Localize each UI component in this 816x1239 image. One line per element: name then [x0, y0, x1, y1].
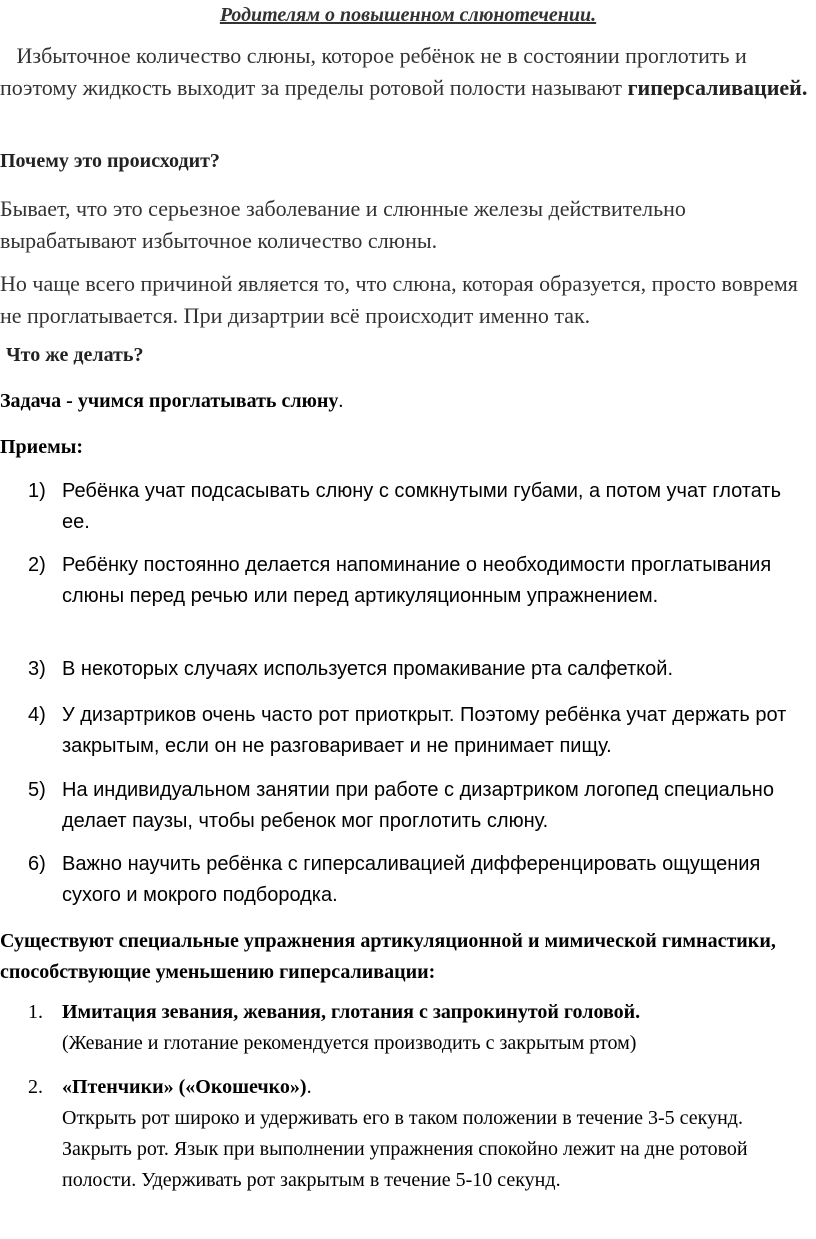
exercise-text: [62, 1072, 812, 1196]
exercise-title: Имитация зевания, жевания, глотания с запрокинутой головой.: [62, 1001, 641, 1023]
list-item: [28, 654, 812, 685]
list-item: [28, 775, 812, 837]
list-item-text: Ребёнка учат подсасывать слюну с сомкнутыми губами, а потом учат глотать ее.: [62, 480, 781, 533]
why-paragraph-2: Но чаще всего причиной является то, что слюна, которая образуется, просто вовремя не проглатывается. При дизартрии всё происходит именно так.: [0, 271, 798, 328]
exercise-title-end: .: [306, 1076, 312, 1098]
exercises-heading: Существуют специальные упражнения артикуляционной и мимической гимнастики, способствующие уменьшению гиперсаливации:: [0, 930, 776, 983]
list-item-number: 1): [28, 480, 46, 502]
intro-paragraph: [0, 40, 812, 104]
why-heading: Почему это происходит?: [0, 150, 220, 172]
why-paragraph-1: Бывает, что это серьезное заболевание и слюнные железы действительно вырабатывают избыточное количество слюны.: [0, 196, 686, 253]
intro-term: гиперсаливацией.: [627, 75, 808, 100]
list-item: [28, 700, 812, 762]
list-item-number: 2): [28, 554, 46, 576]
list-item-text: У дизартриков очень часто рот приоткрыт. Поэтому ребёнка учат держать рот закрытым, если он не разговаривает и не принимает пищу.: [62, 704, 787, 757]
exercise-title: «Птенчики» («Окошечко»): [62, 1076, 307, 1098]
list-item-text: Ребёнку постоянно делается напоминание о необходимости проглатывания слюны перед речью или перед артикуляционным упражнением.: [62, 554, 772, 607]
list-item-number: 5): [28, 779, 46, 801]
task-bold: Задача - учимся проглатывать слюну: [0, 390, 339, 412]
list-item-number: 3): [28, 658, 46, 680]
exercise-item: [28, 997, 812, 1059]
exercise-item: [28, 1072, 812, 1196]
what-heading: Что же делать?: [6, 344, 144, 366]
list-item-text: В некоторых случаях используется промакивание рта салфеткой.: [62, 658, 673, 680]
intro-text: Избыточное количество слюны, которое ребёнок не в состоянии проглотить и поэтому жидкость выходит за пределы ротовой полости называют: [0, 43, 747, 100]
intro-indent: [0, 43, 17, 68]
task-end: .: [338, 390, 344, 412]
list-item-number: 4): [28, 704, 46, 726]
techniques-heading: Приемы:: [0, 436, 83, 458]
exercise-number: 2.: [28, 1076, 43, 1098]
exercise-text: [62, 997, 812, 1059]
list-item: [28, 849, 812, 911]
exercise-line: (Жевание и глотание рекомендуется производить с закрытым ртом): [62, 1032, 637, 1054]
list-item-text: На индивидуальном занятии при работе с дизартриком логопед специально делает паузы, чтобы ребенок мог проглотить слюну.: [62, 779, 774, 832]
list-item: [28, 476, 812, 538]
task-line: [0, 386, 812, 417]
exercise-line: Закрыть рот. Язык при выполнении упражнения спокойно лежит на дне ротовой полости. Удерживать рот закрытым в течение 5-10 секунд.: [62, 1138, 748, 1191]
exercise-number: 1.: [28, 1001, 43, 1023]
list-item-text: Важно научить ребёнка с гиперсаливацией дифференцировать ощущения сухого и мокрого подбородка.: [62, 853, 761, 906]
list-item: [28, 550, 812, 612]
document-title: Родителям о повышенном слюнотечении.: [219, 4, 597, 26]
list-item-number: 6): [28, 853, 46, 875]
exercise-line: Открыть рот широко и удерживать его в таком положении в течение 3-5 секунд.: [62, 1107, 743, 1129]
